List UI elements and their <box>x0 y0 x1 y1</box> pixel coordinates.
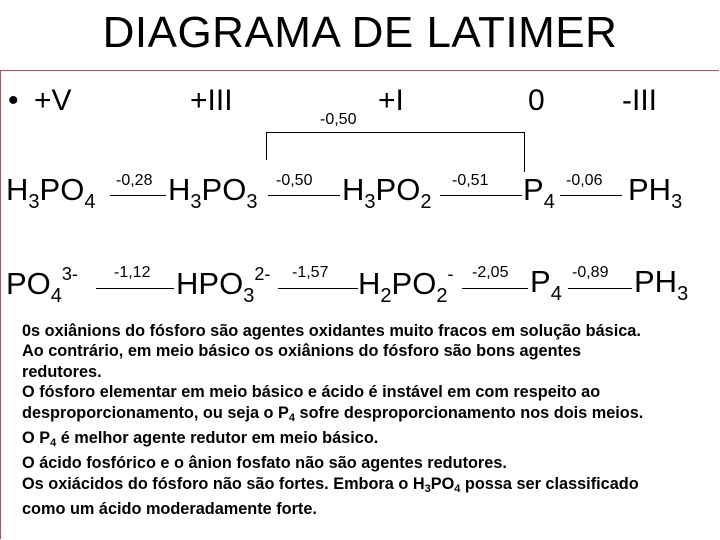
arrow-line-a4 <box>560 195 622 196</box>
potential-b3: -2,05 <box>472 264 509 281</box>
species-h3po2: $H_3PO_2$ <box>342 172 432 213</box>
arrow-line-b2 <box>278 288 358 289</box>
ox-state-plus5: +V <box>34 84 72 117</box>
note-line: 0s oxiânions do fósforo são agentes oxidantes muito fracos em solução básica. <box>22 322 641 340</box>
species-hpo3: $HPO_3^{2-}$ <box>176 264 271 307</box>
species-p4-acid: $P_4$ <box>523 172 555 213</box>
note-line: desproporcionamento, ou seja o $P_4$ sofre desproporcionamento nos dois meios. <box>22 403 644 424</box>
note-line: O $P_4$ é melhor agente redutor em meio básico. <box>22 429 379 450</box>
potential-b2: -1,57 <box>292 264 329 281</box>
species-ph3-acid: $PH_3$ <box>628 172 683 213</box>
species-h3po3: $H_3PO_3$ <box>168 172 258 213</box>
potential-a2: -0,50 <box>276 172 313 189</box>
potential-a4: -0,06 <box>566 172 603 189</box>
arrow-line-b1 <box>96 288 174 289</box>
arrow-line-a2 <box>268 195 340 196</box>
potential-h3po3-p4: -0,50 <box>320 111 357 128</box>
arrow-line-a3 <box>440 195 522 196</box>
note-line: redutores. <box>22 362 102 381</box>
note-line: O fósforo elementar em meio básico e ácido é instável em com respeito ao <box>22 383 601 402</box>
note-line: Os oxiácidos do fósforo não são fortes. Embora o $H_3PO_4$ possa ser classificado <box>22 474 639 495</box>
bracket-right <box>524 132 525 172</box>
species-h3po4: $H_3PO_4$ <box>6 172 96 213</box>
arrow-line-a1 <box>110 195 166 196</box>
species-ph3-base: $PH_3$ <box>634 264 689 305</box>
arrow-line-b3 <box>462 288 528 289</box>
potential-a3: -0,51 <box>452 172 489 189</box>
potential-b1: -1,12 <box>114 264 151 281</box>
ox-state-minus3: -III <box>622 84 657 117</box>
bracket-top <box>266 132 524 133</box>
note-line: como um ácido moderadamente forte. <box>22 500 317 519</box>
note-line: Ao contrário, em meio básico os oxiânions do fósforo são bons agentes <box>22 342 582 361</box>
ox-state-plus1: +I <box>378 84 404 117</box>
page-title: DIAGRAMA DE LATIMER <box>102 8 618 57</box>
potential-a1: -0,28 <box>116 172 153 189</box>
note-line: O ácido fosfórico e o ânion fosfato não são agentes redutores. <box>22 454 507 473</box>
species-h2po2: $H_2PO_2^-$ <box>358 264 454 307</box>
bracket-left <box>266 132 267 160</box>
arrow-line-b4 <box>568 288 632 289</box>
ox-state-plus3: +III <box>190 84 233 117</box>
species-p4-base: $P_4$ <box>530 264 562 305</box>
species-po4: $PO_4^{3-}$ <box>6 264 78 307</box>
ox-state-zero: 0 <box>528 84 545 117</box>
potential-b4: -0,89 <box>572 264 609 281</box>
notes-text <box>22 321 712 520</box>
bullet: • <box>8 84 19 117</box>
